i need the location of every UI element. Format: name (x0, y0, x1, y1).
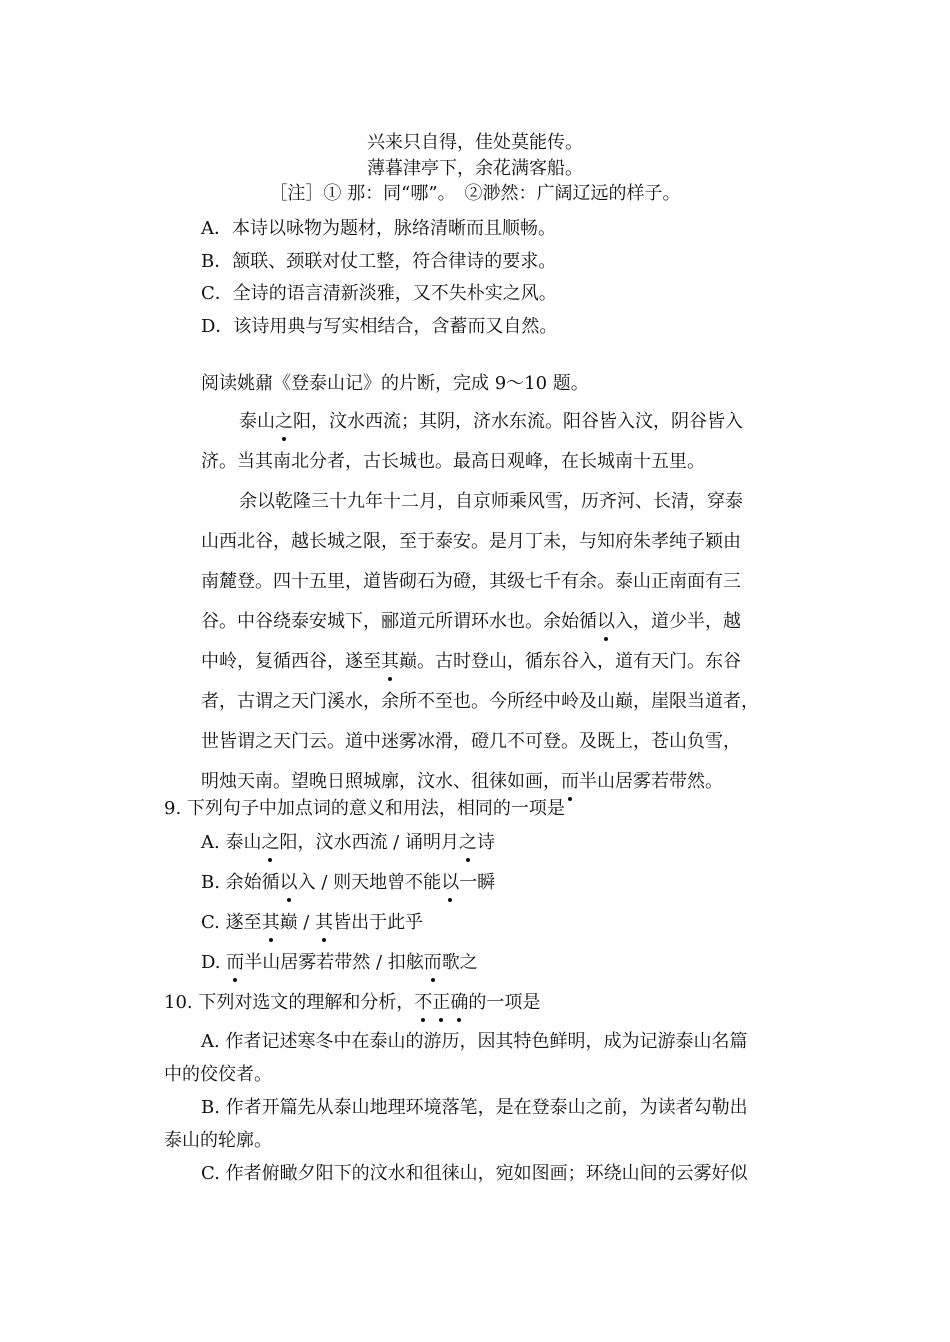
passage-line: 者，古谓之天门溪水，余所不至也。今所经中岭及山巅，崖限当道者， (201, 691, 759, 712)
q9-option-c: C. 遂至其巅 / 其皆出于此乎 (201, 912, 424, 933)
passage-line: 山西北谷，越长城之限，至于泰安。是月丁未，与知府朱孝纯子颖由 (201, 531, 741, 552)
poem-note: ［注］① 那：同“哪”。 ②渺然：广阔辽远的样子。 (269, 183, 681, 204)
passage-line: 济。当其南北分者，古长城也。最高日观峰，在长城南十五里。 (201, 451, 705, 472)
q8-option-b: B．颔联、颈联对仗工整，符合律诗的要求。 (201, 251, 557, 272)
passage-line: 世皆谓之天门云。道中迷雾冰滑，磴几不可登。及既上，苍山负雪， (201, 731, 741, 752)
q10-option-a-line1: A. 作者记述寒冬中在泰山的游历，因其特色鲜明，成为记游泰山名篇 (201, 1031, 748, 1052)
q9-stem: 9. 下列句子中加点词的意义和用法，相同的一项是 (164, 798, 565, 819)
q9-option-a: A. 泰山之阳，汶水西流 / 诵明月之诗 (201, 832, 495, 853)
q10-stem: 10. 下列对选文的理解和分析，不正确的一项是 (164, 992, 541, 1013)
reading-intro: 阅读姚鼐《登泰山记》的片断，完成 9～10 题。 (201, 373, 589, 394)
q10-option-b-line1: B. 作者开篇先从泰山地理环境落笔，是在登泰山之前，为读者勾勒出 (201, 1097, 748, 1118)
q10-option-b-line2: 泰山的轮廓。 (164, 1130, 272, 1151)
q8-option-c: C．全诗的语言清新淡雅，又不失朴实之风。 (201, 283, 557, 304)
emphasis-dot-char: 其 (381, 651, 399, 672)
passage-line: 泰山之阳，汶水西流；其阴，济水东流。阳谷皆入汶，阴谷皆入 (239, 411, 743, 432)
q10-option-c-line1: C. 作者俯瞰夕阳下的汶水和徂徕山，宛如图画；环绕山间的云雾好似 (201, 1163, 748, 1184)
q9-option-b: B. 余始循以入 / 则天地曾不能以一瞬 (201, 872, 496, 893)
emphasis-dot-char: 而 (561, 771, 579, 792)
q8-option-a: A．本诗以咏物为题材，脉络清晰而且顺畅。 (201, 218, 556, 239)
passage-line: 南麓登。四十五里，道皆砌石为磴，其级七千有余。泰山正南面有三 (201, 571, 741, 592)
q8-option-d: D．该诗用典与写实相结合，含蓄而又自然。 (201, 316, 558, 337)
passage-line: 余以乾隆三十九年十二月，自京师乘风雪，历齐河、长清，穿泰 (239, 491, 743, 512)
poem-line-2: 薄暮津亭下，余花满客船。 (367, 158, 583, 179)
passage-line: 中岭，复循西谷，遂至其巅。古时登山，循东谷入，道有天门。东谷 (201, 651, 741, 672)
q10-option-a-line2: 中的佼佼者。 (164, 1064, 272, 1085)
emphasis-dot-char: 之 (275, 411, 293, 432)
poem-line-1: 兴来只自得，佳处莫能传。 (367, 132, 583, 153)
passage-line: 谷。中谷绕泰安城下，郦道元所谓环水也。余始循以入，道少半，越 (201, 611, 741, 632)
q9-option-d: D. 而半山居雾若带然 / 扣舷而歌之 (201, 952, 478, 973)
emphasis-dot-char: 以 (597, 611, 615, 632)
passage-line: 明烛天南。望晚日照城廓，汶水、徂徕如画，而半山居雾若带然。 (201, 771, 723, 792)
